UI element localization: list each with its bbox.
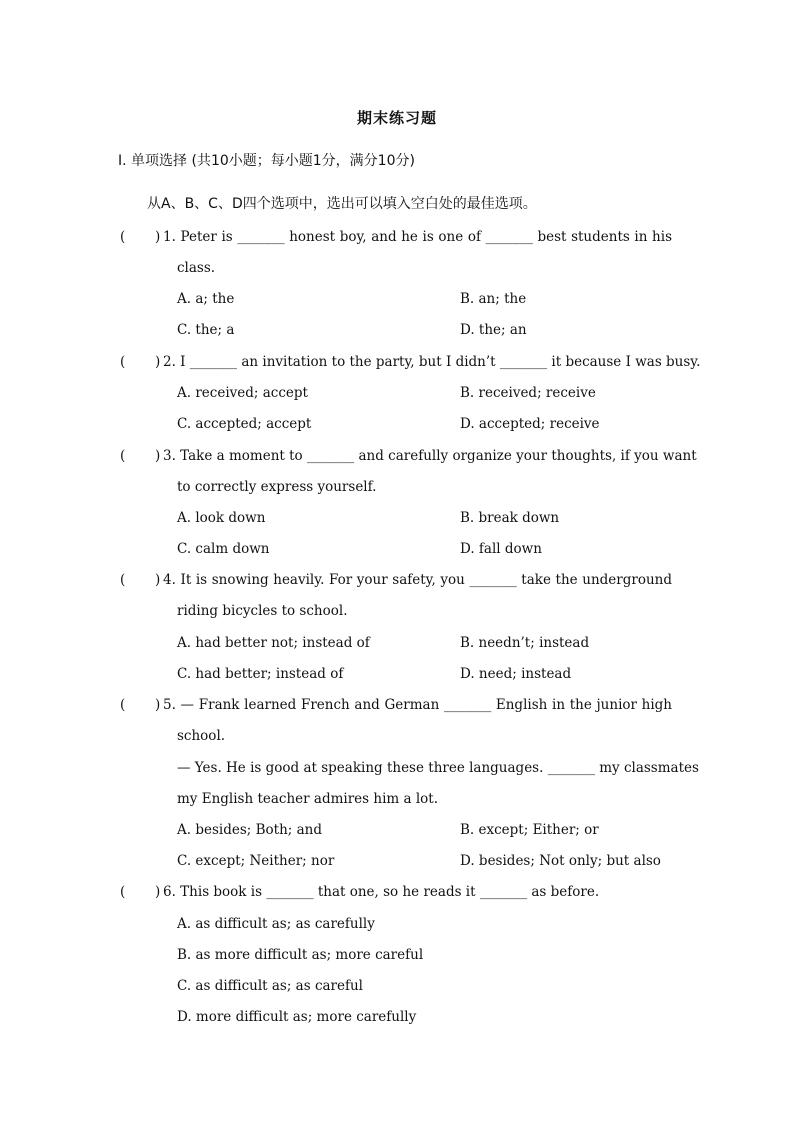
question-stem: 5. — Frank learned French and German _______ English in the junior high bbox=[163, 697, 672, 713]
option-b: B. needn’t; instead bbox=[460, 635, 590, 651]
option-b: B. as more difficult as; more careful bbox=[177, 947, 424, 963]
answer-paren-close: ) bbox=[155, 884, 161, 900]
question-stem: 2. I _______ an invitation to the party, but I didn’t _______ it because I was busy. bbox=[163, 354, 701, 370]
answer-paren-open[interactable]: ( bbox=[120, 229, 126, 245]
option-a: A. besides; Both; and bbox=[177, 822, 322, 838]
option-d: D. the; an bbox=[460, 322, 527, 338]
option-c: C. calm down bbox=[177, 541, 270, 557]
answer-paren-close: ) bbox=[155, 697, 161, 713]
option-c: C. had better; instead of bbox=[177, 666, 344, 682]
option-c: C. as difficult as; as careful bbox=[177, 978, 364, 994]
section-heading: I. 单项选择 (共10小题；每小题1分，满分10分) bbox=[118, 153, 415, 169]
option-d: D. accepted; receive bbox=[460, 416, 600, 432]
option-a: A. as difficult as; as carefully bbox=[177, 916, 375, 932]
option-c: C. accepted; accept bbox=[177, 416, 312, 432]
option-d: D. besides; Not only; but also bbox=[460, 853, 661, 869]
response-line: — Yes. He is good at speaking these three languages. _______ my classmates bbox=[177, 760, 699, 776]
option-c: C. the; a bbox=[177, 322, 235, 338]
question-stem-continued: school. bbox=[177, 728, 226, 744]
option-a: A. look down bbox=[177, 510, 266, 526]
question-stem-continued: riding bicycles to school. bbox=[177, 603, 348, 619]
question-stem: 4. It is snowing heavily. For your safety, you _______ take the underground bbox=[163, 572, 672, 588]
answer-paren-open[interactable]: ( bbox=[120, 884, 126, 900]
section-instruction: 从A、B、C、D四个选项中，选出可以填入空白处的最佳选项。 bbox=[147, 196, 537, 212]
question-stem: 3. Take a moment to _______ and carefully organize your thoughts, if you want bbox=[163, 448, 697, 464]
question-stem: 1. Peter is _______ honest boy, and he is one of _______ best students in his bbox=[163, 229, 672, 245]
option-d: D. fall down bbox=[460, 541, 542, 557]
option-d: D. need; instead bbox=[460, 666, 572, 682]
option-a: A. had better not; instead of bbox=[177, 635, 370, 651]
option-a: A. a; the bbox=[177, 291, 235, 307]
question-stem-continued: to correctly express yourself. bbox=[177, 479, 377, 495]
option-d: D. more difficult as; more carefully bbox=[177, 1009, 417, 1025]
answer-paren-close: ) bbox=[155, 572, 161, 588]
answer-paren-close: ) bbox=[155, 354, 161, 370]
option-b: B. received; receive bbox=[460, 385, 596, 401]
answer-paren-close: ) bbox=[155, 229, 161, 245]
question-stem: 6. This book is _______ that one, so he reads it _______ as before. bbox=[163, 884, 600, 900]
option-c: C. except; Neither; nor bbox=[177, 853, 335, 869]
answer-paren-open[interactable]: ( bbox=[120, 448, 126, 464]
answer-paren-close: ) bbox=[155, 448, 161, 464]
option-b: B. except; Either; or bbox=[460, 822, 599, 838]
question-stem-continued: class. bbox=[177, 260, 216, 276]
answer-paren-open[interactable]: ( bbox=[120, 697, 126, 713]
option-b: B. an; the bbox=[460, 291, 527, 307]
answer-paren-open[interactable]: ( bbox=[120, 572, 126, 588]
answer-paren-open[interactable]: ( bbox=[120, 354, 126, 370]
response-line-continued: my English teacher admires him a lot. bbox=[177, 791, 438, 807]
option-a: A. received; accept bbox=[177, 385, 308, 401]
page-title: 期末练习题 bbox=[356, 109, 437, 127]
option-b: B. break down bbox=[460, 510, 560, 526]
